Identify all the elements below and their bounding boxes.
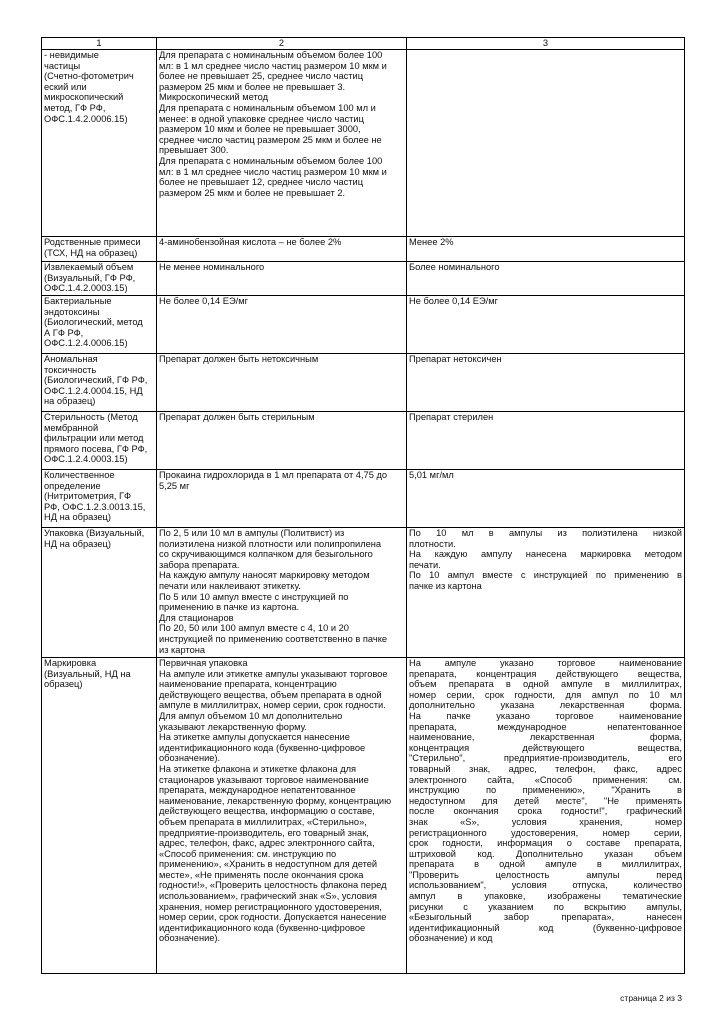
cell-line: номер серии, срок годности. Допускается нанесение [159,912,387,923]
cell-line: определение [44,480,101,491]
cell-line: препарата, концентрация действующего вещества, [409,668,682,679]
cell-line: наименование, лекарственную форму, концентрацию [159,795,392,806]
cell-line: 4-аминобензойная кислота – не более 2% [159,237,342,247]
cell-line: размером 25 мкм и более не превышает 2. [159,187,346,198]
indicator-cell [42,262,157,296]
cell-line: "Проверить целостность ампулы перед [409,869,682,880]
cell-line: Препарат нетоксичен [409,354,502,364]
cell-line: частицы [44,60,81,71]
cell-line: - невидимые [44,50,99,60]
header-col-1: 1 [42,38,157,50]
cell-line: Для ампул объемом 10 мл дополнительно [159,710,343,721]
cell-line: идентификационный код (буквенно-цифровое [409,922,682,933]
cell-line: препарата в одной ампуле в миллилитрах, [409,859,682,870]
cell-line: применению в пачке из картона. [159,602,300,613]
header-col-2: 2 [157,38,407,50]
norm-cell [157,470,407,528]
norm-cell [157,50,407,237]
cell-line: 5,01 мг/мл [409,470,454,480]
cell-line: пачке из картона [409,580,482,591]
indicator-cell [42,237,157,262]
cell-line: (Биологический, метод [44,317,143,328]
cell-line: инструкцию по применению», "Хранить в [409,785,682,796]
cell-line: мл: в 1 мл среднее число частиц размером 10 мкм и [159,166,387,177]
table-row [42,658,685,974]
cell-line: Для препарата с номинальным объемом более 100 [159,155,383,166]
cell-line: Препарат должен быть нетоксичным [159,354,319,364]
cell-line: рисунки с указанием по вскрытию ампулы, [409,901,682,912]
norm-cell [157,262,407,296]
cell-line: образец) [44,679,83,690]
cell-line: печати или наклеивают этикетку. [159,580,301,591]
cell-line: ОФС.1.2.4.0006.15) [44,338,128,349]
cell-line: Упаковка (Визуальный, [44,528,145,538]
cell-line: метод, ГФ РФ, [44,102,106,113]
cell-line: НД на образец) [44,512,111,523]
indicator-cell [42,50,157,237]
cell-line: наименование, лекарственная форма, [409,732,682,743]
result-cell [407,296,685,354]
cell-line: со скручивающимся колпачком для безыгольного [159,549,373,560]
cell-line: адрес, телефон, факс, адрес электронного сайта, [159,838,375,849]
cell-line: размером 25 мкм и более не превышает 3. [159,81,346,92]
cell-line: после окончания срока годности!", графический [409,806,682,817]
cell-line: наименование препарата, концентрацию [159,679,337,690]
cell-line: полиэтилена низкой плотности или полипропилена [159,538,382,549]
indicator-cell [42,412,157,470]
cell-line: размером 10 мкм и более не превышает 3000, [159,124,361,135]
cell-line: недоступном для детей месте", "Не применять [409,795,682,806]
indicator-cell [42,528,157,658]
result-cell [407,50,685,237]
cell-line: месте», «Не применять после окончания срока [159,869,364,880]
cell-line: препарата, международное непатентованное [159,785,356,796]
cell-line: (Нитритометрия, ГФ [44,491,132,502]
cell-line: действующего вещества, информацию о составе, [159,806,375,817]
cell-line: эндотоксины [44,306,100,317]
cell-line: номер серии, срок годности, для ампул по 10 мл [409,689,682,700]
indicator-cell [42,658,157,974]
cell-line: фильтрации или метод [44,433,144,444]
cell-line: Более номинального [409,262,500,272]
cell-line: концентрация действующего вещества, [409,742,682,753]
cell-line: (ТСХ, НД на образец) [44,247,138,258]
cell-line: Маркировка [44,658,97,668]
cell-line: обозначение). [159,933,221,944]
cell-line: На пачке указано торговое наименование [409,710,682,721]
table-row [42,50,685,237]
cell-line: По 5 или 10 ампул вместе с инструкцией по [159,591,349,602]
cell-line: хранения, номер регистрационного удостоверения, [159,901,382,912]
cell-line: токсичность [44,364,97,375]
cell-line: ампул в упаковке, изображены тематические [409,891,682,902]
cell-line: мл: в 1 мл среднее число частиц размером 10 мкм и [159,60,387,71]
cell-line: ампуле в миллилитрах, номер серии, срок годности. [159,700,386,711]
cell-line: «Способ применения: см. инструкцию по [159,848,337,859]
table-row [42,354,685,412]
cell-line: А ГФ РФ, [44,327,84,338]
table-row [42,296,685,354]
cell-line: Извлекаемый объем [44,262,134,272]
cell-line: 5,25 мг [159,480,190,491]
cell-line: НД на образец) [44,538,111,549]
page-number: страница 2 из 3 [620,993,682,1003]
cell-line: Для препарата с номинальным объемом 100 мл и [159,102,376,113]
cell-line: мембранной [44,422,99,433]
header-row [42,38,685,50]
cell-line: Бактериальные [44,296,112,306]
cell-line: Не более 0,14 ЕЭ/мг [409,296,499,306]
cell-line: Для стационаров [159,612,234,623]
cell-line: товарный знак, адрес, телефон, факс, адрес [409,763,682,774]
cell-line: Родственные примеси [44,237,141,247]
cell-line: препарата, международное непатентованное [409,721,682,732]
cell-line: инструкцией по применению соответственно в пачке [159,633,388,644]
table-row [42,262,685,296]
cell-line: По 2, 5 или 10 мл в ампулы (Политвист) из [159,528,345,538]
norm-cell [157,354,407,412]
cell-line: (Визуальный, НД на [44,668,131,679]
header-col-3: 3 [407,38,685,50]
cell-line: указывают лекарственную форму. [159,721,307,732]
cell-line: Для препарата с номинальным объемом более 100 [159,50,383,60]
cell-line: Аномальная [44,354,98,364]
cell-line: срок годности, информация о составе препарата, [409,838,682,849]
cell-line: На этикетке ампулы допускается нанесение [159,732,350,743]
cell-line: печати. [409,559,441,570]
result-cell [407,237,685,262]
cell-line: использованием", условия отпуска, количество [409,880,682,891]
cell-line: На каждую ампулу наносят маркировку методом [159,570,370,581]
cell-line: превышает 300. [159,145,229,156]
cell-line: Не более 0,14 ЕЭ/мг [159,296,249,306]
cell-line: предприятие-производитель, его товарный знак, [159,827,369,838]
cell-line: знак «S», условия хранения, номер [409,816,682,827]
cell-line: ОФС.1.2.4.0003.15) [44,454,128,465]
cell-line: «Безыгольный забор препарата», нанесен [409,912,682,923]
cell-line: прямого посева, ГФ РФ, [44,443,148,454]
cell-line: ОФС.1.4.2.0006.15) [44,113,128,124]
cell-line: более не превышает 25, среднее число частиц [159,71,364,82]
cell-line: "Стерильно", предприятие-производитель, его [409,753,682,764]
cell-line: годности!», «Проверить целостность флакона перед [159,880,387,891]
cell-line: (Счетно-фотометрич [44,71,134,82]
cell-line: обозначение). [159,753,221,764]
cell-line: Стерильность (Метод [44,412,138,422]
cell-line: Не менее номинального [159,262,265,272]
result-cell [407,354,685,412]
specification-table [41,37,685,974]
cell-line: стационаров указывают торговое наименование [159,774,369,785]
cell-line: Микроскопический метод [159,92,269,103]
result-cell [407,262,685,296]
cell-line: среднее число частиц размером 25 мкм и более не [159,134,382,145]
cell-line: менее: в одной упаковке среднее число частиц [159,113,364,124]
table-row [42,412,685,470]
cell-line: штриховой код. Дополнительно указан объем [409,848,682,859]
cell-line: РФ, ОФС.1.2.3.0013.15, [44,501,146,512]
cell-line: На ампуле указано торговое наименование [409,658,682,668]
cell-line: ОФС.1.2.4.0004.15, НД [44,385,143,396]
cell-line: забора препарата. [159,559,240,570]
cell-line: более не превышает 12, среднее число частиц [159,177,364,188]
norm-cell [157,658,407,974]
cell-line: использованием», графический знак «S», условия [159,891,377,902]
cell-line: На каждую ампулу нанесена маркировка методом [409,549,682,560]
cell-line: Прокаина гидрохлорида в 1 мл препарата от 4,75 до [159,470,388,480]
cell-line: плотности. [409,538,456,549]
cell-line: объем препарата в одной ампуле в миллилитрах, [409,679,682,690]
cell-line: По 10 мл в ампулы из полиэтилена низкой [409,528,682,538]
cell-line: (Визуальный, ГФ РФ, [44,272,136,283]
cell-line: применению», «Хранить в недоступном для детей [159,859,378,870]
cell-line: На этикетке флакона и этикетке флакона для [159,763,357,774]
cell-line: идентификационного кода (буквенно-цифровое [159,922,366,933]
norm-cell [157,296,407,354]
norm-cell [157,237,407,262]
indicator-cell [42,296,157,354]
cell-line: По 10 ампул вместе с инструкцией по применению в [409,570,682,581]
cell-line: на образец) [44,396,96,407]
result-cell [407,470,685,528]
norm-cell [157,528,407,658]
result-cell [407,528,685,658]
cell-line: действующего вещества, объем препарата в одной [159,689,382,700]
indicator-cell [42,354,157,412]
table-row [42,237,685,262]
cell-line: ОФС.1.4.2.0003.15) [44,283,128,294]
cell-line: идентификационного кода (буквенно-цифровое [159,742,366,753]
cell-line: Количественное [44,470,115,480]
cell-line: обозначение) и код [409,933,493,944]
cell-line: еский или [44,81,87,92]
cell-line: Препарат должен быть стерильным [159,412,315,422]
cell-line: электронного сайта, «Способ применения: см. [409,774,682,785]
table-row [42,528,685,658]
cell-line: из картона [159,644,206,655]
cell-line: (Биологический, ГФ РФ, [44,375,148,386]
table-row [42,470,685,528]
cell-line: микроскопический [44,92,124,103]
indicator-cell [42,470,157,528]
cell-line: дополнительно указана лекарственная форма. [409,700,682,711]
result-cell [407,412,685,470]
cell-line: регистрационного удостоверения, номер серии, [409,827,682,838]
cell-line: Первичная упаковка [159,658,248,668]
norm-cell [157,412,407,470]
cell-line: По 20, 50 или 100 ампул вместе с 4, 10 и 20 [159,623,349,634]
cell-line: Препарат стерилен [409,412,494,422]
result-cell [407,658,685,974]
cell-line: Менее 2% [409,237,454,247]
cell-line: объем препарата в миллилитрах, «Стерильно», [159,816,367,827]
cell-line: На ампуле или этикетке ампулы указывают торговое [159,668,388,679]
